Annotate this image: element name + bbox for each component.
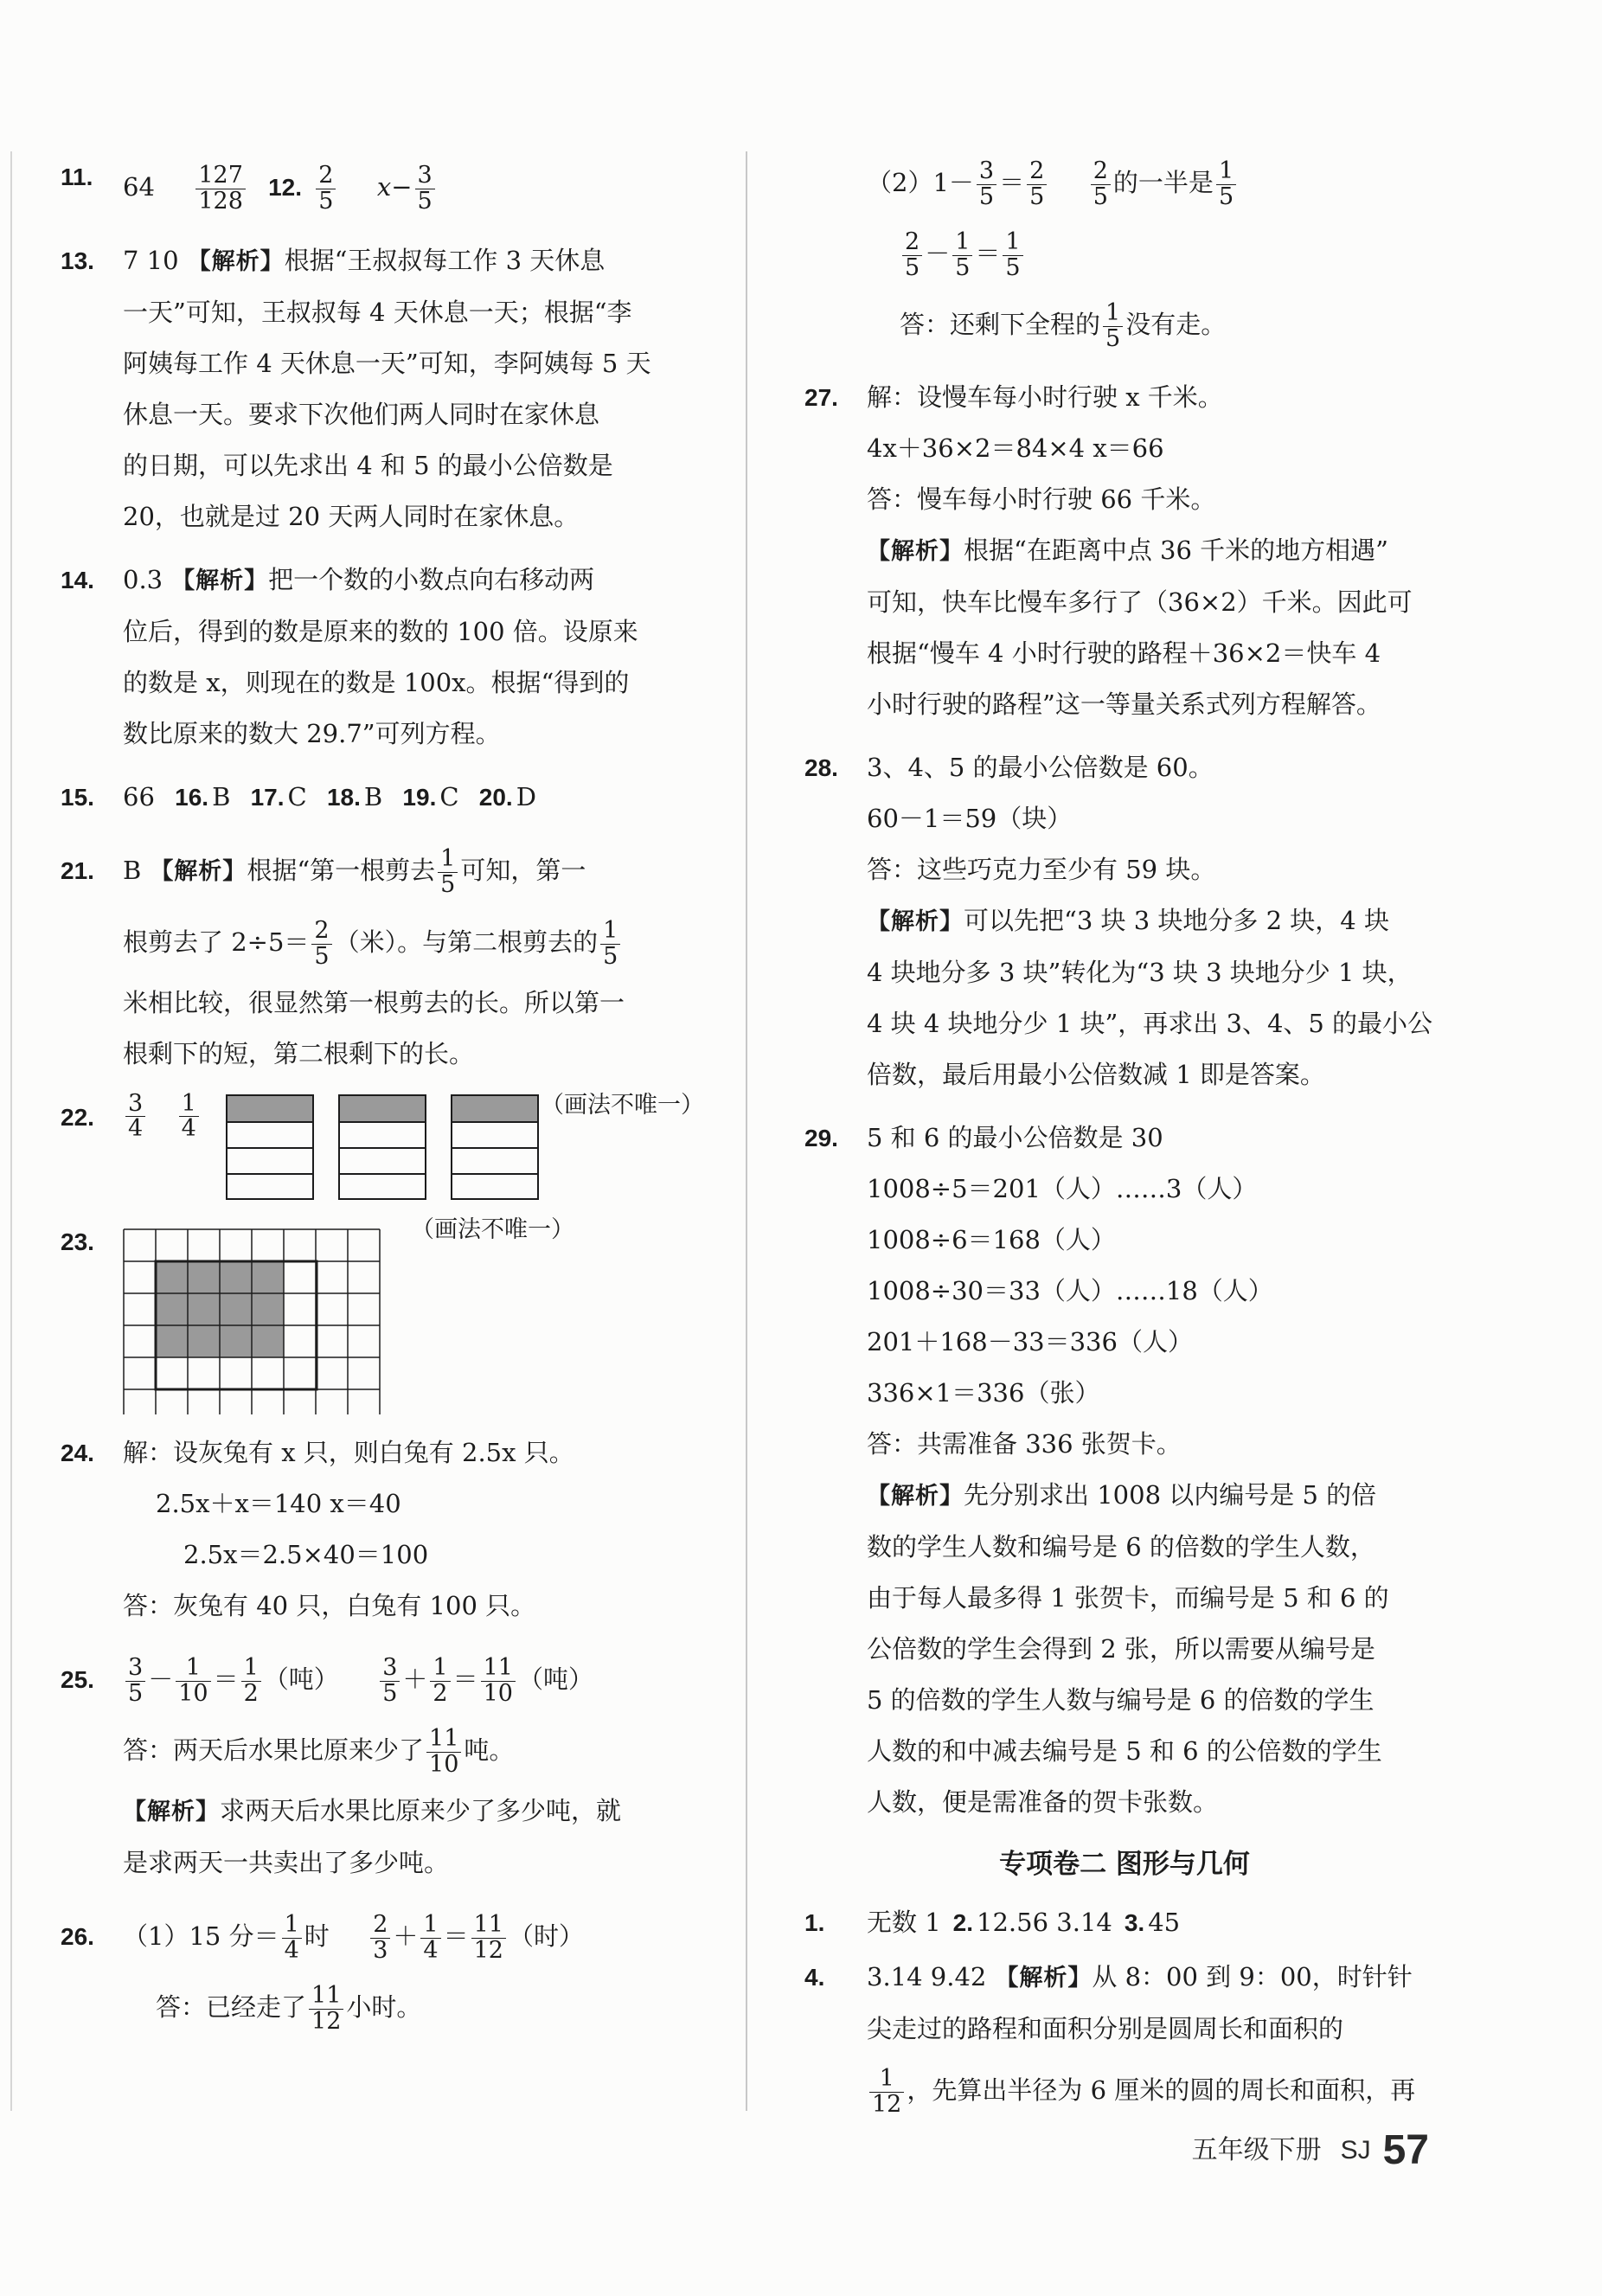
q26-frac-p2a: $\frac{3}{5}$ bbox=[977, 159, 996, 209]
q28-line: 4 块地分多 3 块”转化为“3 块 3 块地分少 1 块， bbox=[867, 958, 1413, 987]
column-divider bbox=[746, 151, 747, 2111]
q13-number: 13. bbox=[61, 247, 94, 274]
question-11-12 bbox=[61, 151, 709, 223]
q25-answer: 答：两天后水果比原来少了 bbox=[123, 1735, 425, 1765]
q25-frac-a1: $\frac{3}{5}$ bbox=[125, 1656, 145, 1706]
q20-answer: D bbox=[516, 782, 536, 811]
q22-rect2-shaded-part bbox=[339, 1095, 426, 1122]
s2-q4-number: 4. bbox=[804, 1964, 825, 1991]
q18-answer: B bbox=[363, 782, 383, 811]
q12-fraction-2: $\frac{3}{5}$ bbox=[415, 164, 435, 214]
q26-frac-p2d: $\frac{1}{5}$ bbox=[1216, 159, 1236, 209]
q21-line: 根据“第一根剪去 bbox=[247, 856, 436, 885]
footer-grade: 五年级下册 bbox=[1191, 2135, 1322, 2165]
q14-line: 的数是 x，则现在的数是 100x。根据“得到的 bbox=[123, 668, 630, 697]
q27-line: 根据“在距离中点 36 千米的地方相遇” bbox=[964, 536, 1388, 565]
question-13 bbox=[61, 235, 709, 542]
q21-fraction-2: $\frac{2}{5}$ bbox=[311, 919, 331, 969]
page-edge-line bbox=[10, 151, 12, 2111]
q29-line: 人数，便是需准备的贺卡张数。 bbox=[867, 1787, 1219, 1817]
q16-answer: B bbox=[212, 782, 231, 811]
q14-line: 数比原来的数大 29.7”可列方程。 bbox=[123, 719, 501, 748]
q29-number: 29. bbox=[804, 1125, 838, 1151]
q21-answer: B bbox=[123, 856, 142, 885]
q20-number: 20. bbox=[478, 784, 513, 811]
q13-line: 阿姨每工作 4 天休息一天”可知，李阿姨每 5 天 bbox=[123, 349, 651, 378]
q22-fraction-1: $\frac{3}{4}$ bbox=[125, 1092, 145, 1142]
section2-questions-1-3 bbox=[804, 1897, 1445, 1948]
page-footer bbox=[1192, 2126, 1429, 2174]
q24-number: 24. bbox=[61, 1440, 94, 1466]
q26-unit: 时 bbox=[304, 1921, 330, 1951]
q25-frac-a3: $\frac{1}{2}$ bbox=[241, 1656, 261, 1706]
q17-number: 17. bbox=[250, 784, 285, 811]
q29-line: 先分别求出 1008 以内编号是 5 的倍 bbox=[964, 1480, 1377, 1510]
q26-frac-p1: $\frac{1}{4}$ bbox=[282, 1913, 302, 1963]
q29-line: 1008÷6＝168（人） bbox=[867, 1225, 1116, 1254]
s2-q2-number: 2. bbox=[952, 1909, 974, 1936]
q26-frac-q3: $\frac{1}{5}$ bbox=[1003, 230, 1022, 280]
question-26-part1: 26. （1）15 分＝ $\frac{1}{4}$ 时 $\frac{2}{3}$ ＋ $\frac{1}{4}$ ＝ $\frac{11}{12}$ （时） 答：已经走了 $\frac{11}{12}$ 小时。 bbox=[61, 1911, 584, 2035]
s2-q4-analysis-tag: 【解析】 bbox=[995, 1965, 1093, 1991]
q16-number: 16. bbox=[175, 784, 209, 811]
q21-line: 根剪去了 2÷5＝ bbox=[123, 927, 310, 957]
q27-line: 解：设慢车每小时行驶 x 千米。 bbox=[867, 382, 1223, 412]
s2-q4-line: 从 8：00 到 9：00，时针针 bbox=[1092, 1962, 1413, 1991]
question-25: 25. $\frac{3}{5}$ － $\frac{1}{10}$ ＝ $\frac{1}{2}$ （吨） $\frac{3}{5}$ ＋ $\frac{1}{2}$ ＝ $\frac{11}{10}$ （吨） 答：两天后水果比原来少了 $\frac{11}{10}$ 吨。 【解析】求两天后水果比原来少了多少吨，就 是求两天一共卖出了多少吨。 bbox=[61, 1644, 709, 1889]
q27-line: 可知，快车比慢车多行了（36×2）千米。因此可 bbox=[867, 587, 1413, 617]
q13-analysis-tag: 【解析】 bbox=[187, 248, 285, 274]
s2-q1-answer: 无数 1 bbox=[867, 1908, 941, 1937]
q26-part1: （1）15 分＝ bbox=[123, 1921, 279, 1951]
q11-answer: 64 bbox=[123, 172, 155, 202]
q29-line: 1008÷5＝201（人）……3（人） bbox=[867, 1174, 1258, 1203]
question-23 bbox=[61, 1216, 709, 1415]
q26-frac-p2c: $\frac{2}{5}$ bbox=[1091, 159, 1111, 209]
q21-line: 可知，第一 bbox=[460, 856, 586, 885]
question-26-part2: （2）1－ $\frac{3}{5}$ ＝ $\frac{2}{5}$ $\frac{2}{5}$ 的一半是 $\frac{1}{5}$ $\frac{2}{5}$ － $\frac{1}{5}$ ＝ $\frac{1}{5}$ 答：还剩下全程的 $\frac{1}{5}$ 没有走。 bbox=[804, 147, 1445, 360]
q28-line: 60－1＝59（块） bbox=[867, 804, 1073, 833]
q28-line: 可以先把“3 块 3 块地分多 2 块，4 块 bbox=[964, 906, 1389, 935]
q29-line: 答：共需准备 336 张贺卡。 bbox=[867, 1429, 1182, 1459]
q21-line: 米相比较，很显然第一根剪去的长。所以第一 bbox=[123, 988, 625, 1017]
q19-answer: C bbox=[439, 782, 459, 811]
q14-line: 位后，得到的数是原来的数的 100 倍。设原来 bbox=[123, 617, 638, 646]
q18-number: 18. bbox=[326, 784, 361, 811]
q27-line: 答：慢车每小时行驶 66 千米。 bbox=[867, 484, 1216, 514]
q29-line: 5 的倍数的学生人数与编号是 6 的倍数的学生 bbox=[867, 1685, 1375, 1715]
q22-rect3-shaded-part bbox=[452, 1095, 538, 1122]
q14-number: 14. bbox=[61, 567, 94, 593]
q25-frac-b1: $\frac{3}{5}$ bbox=[380, 1656, 400, 1706]
q26-number: 26. bbox=[61, 1923, 94, 1950]
q29-line: 公倍数的学生会得到 2 张，所以需要从编号是 bbox=[867, 1634, 1375, 1664]
q11-number: 11. bbox=[61, 164, 93, 190]
question-28 bbox=[804, 742, 1445, 1100]
q15-answer: 66 bbox=[123, 782, 155, 811]
q25-frac-b3: $\frac{11}{10}$ bbox=[481, 1656, 516, 1706]
q25-answer-fraction: $\frac{11}{10}$ bbox=[426, 1727, 461, 1777]
q21-analysis-tag: 【解析】 bbox=[150, 858, 247, 884]
q13-line: 的日期，可以先求出 4 和 5 的最小公倍数是 bbox=[123, 451, 613, 480]
q24-line: 解：设灰兔有 x 只，则白兔有 2.5x 只。 bbox=[123, 1438, 574, 1467]
q21-number: 21. bbox=[61, 857, 94, 884]
q26-frac-q2: $\frac{1}{5}$ bbox=[952, 230, 972, 280]
q13-line: 20，也就是过 20 天两人同时在家休息。 bbox=[123, 502, 580, 531]
q29-line: 5 和 6 的最小公倍数是 30 bbox=[867, 1123, 1163, 1152]
q26-part2: （2）1－ bbox=[867, 168, 974, 197]
q25-line: 是求两天一共卖出了多少吨。 bbox=[123, 1848, 450, 1877]
q25-unit: （吨） bbox=[517, 1664, 593, 1694]
q14-answer: 0.3 bbox=[123, 565, 163, 594]
q28-line: 4 块 4 块地分少 1 块”，再求出 3、4、5 的最小公 bbox=[867, 1009, 1433, 1038]
s2-q1-number: 1. bbox=[804, 1909, 825, 1936]
q15-number: 15. bbox=[61, 784, 94, 811]
q26-frac-s3: $\frac{11}{12}$ bbox=[471, 1913, 506, 1963]
question-21 bbox=[61, 835, 709, 1080]
section-title: 专项卷二 图形与几何 bbox=[999, 1849, 1250, 1880]
q21-fraction: $\frac{1}{5}$ bbox=[438, 847, 458, 897]
q12-number: 12. bbox=[268, 174, 303, 201]
q24-equation-2: 2.5x＝2.5×40＝100 bbox=[183, 1540, 429, 1569]
q22-fraction-2: $\frac{1}{4}$ bbox=[179, 1092, 199, 1142]
questions-15-20 bbox=[61, 772, 709, 823]
s2-q2-answer: 12.56 3.14 bbox=[977, 1908, 1112, 1937]
q27-line: 小时行驶的路程”这一等量关系式列方程解答。 bbox=[867, 689, 1381, 719]
q26-answer-2-fraction: $\frac{1}{5}$ bbox=[1103, 301, 1123, 351]
q26-answer-1: 小时。 bbox=[346, 1992, 422, 2022]
q29-line: 由于每人最多得 1 张贺卡，而编号是 5 和 6 的 bbox=[867, 1583, 1389, 1613]
q25-line: 求两天后水果比原来少了多少吨，就 bbox=[220, 1796, 622, 1825]
q25-frac-a2: $\frac{1}{10}$ bbox=[176, 1656, 210, 1706]
s2-q3-number: 3. bbox=[1124, 1909, 1145, 1936]
q29-line: 人数的和中减去编号是 5 和 6 的公倍数的学生 bbox=[867, 1736, 1382, 1766]
q23-number: 23. bbox=[61, 1228, 94, 1255]
s2-q4-line: ，先算出半径为 6 厘米的圆的周长和面积，再 bbox=[907, 2075, 1416, 2105]
section2-question-4 bbox=[804, 1952, 1445, 2126]
q29-line: 336×1＝336（张） bbox=[867, 1378, 1100, 1408]
q14-analysis-tag: 【解析】 bbox=[171, 568, 269, 593]
q21-line: 根剩下的短，第二根剩下的长。 bbox=[123, 1039, 475, 1068]
q29-line: 1008÷30＝33（人）……18（人） bbox=[867, 1276, 1273, 1305]
right-column bbox=[804, 147, 1445, 2138]
q28-line: 3、4、5 的最小公倍数是 60。 bbox=[867, 753, 1214, 782]
question-22 bbox=[61, 1092, 709, 1204]
q13-line: 一天”可知，王叔叔每 4 天休息一天；根据“李 bbox=[123, 298, 632, 327]
q27-analysis-tag: 【解析】 bbox=[867, 538, 964, 564]
question-27 bbox=[804, 372, 1445, 730]
q26-answer-2: 答：还剩下全程的 bbox=[900, 310, 1101, 339]
q28-analysis-tag: 【解析】 bbox=[867, 908, 964, 934]
q26-frac-s2: $\frac{1}{4}$ bbox=[420, 1913, 440, 1963]
q25-answer: 吨。 bbox=[464, 1735, 515, 1765]
s2-q4-line: 尖走过的路程和面积分别是圆周长和面积的 bbox=[867, 2014, 1344, 2043]
s2-q3-answer: 45 bbox=[1148, 1908, 1181, 1937]
q26-frac-s1: $\frac{2}{3}$ bbox=[370, 1913, 390, 1963]
q22-note: （画法不唯一） bbox=[541, 1092, 704, 1119]
q22-rect1-shaded-part bbox=[227, 1095, 313, 1122]
q26-answer-1-fraction: $\frac{11}{12}$ bbox=[309, 1984, 343, 2034]
q26-frac-q1: $\frac{2}{5}$ bbox=[902, 230, 922, 280]
q25-analysis-tag: 【解析】 bbox=[123, 1799, 220, 1825]
q13-answer: 7 10 bbox=[123, 246, 179, 275]
page-number: 57 bbox=[1382, 2127, 1429, 2173]
q29-analysis-tag: 【解析】 bbox=[867, 1483, 964, 1509]
footer-code: SJ bbox=[1340, 2136, 1371, 2165]
q23-note: （画法不唯一） bbox=[411, 1216, 574, 1243]
q14-line: 把一个数的小数点向右移动两 bbox=[268, 565, 595, 594]
s2-q4-answer: 3.14 9.42 bbox=[867, 1962, 987, 1991]
q26-frac-p2b: $\frac{2}{5}$ bbox=[1027, 159, 1047, 209]
q22-number: 22. bbox=[61, 1104, 94, 1131]
question-29 bbox=[804, 1113, 1445, 1828]
q26-half-text: 的一半是 bbox=[1112, 168, 1214, 197]
q21-fraction-3: $\frac{1}{5}$ bbox=[600, 919, 620, 969]
q27-number: 27. bbox=[804, 384, 838, 411]
q27-line: 4x＋36×2＝84×4 x＝66 bbox=[867, 433, 1164, 463]
q12-expression: x− bbox=[376, 172, 413, 202]
q21-line: （米）。与第二根剪去的 bbox=[334, 927, 599, 957]
question-24 bbox=[61, 1427, 709, 1632]
q11-fraction: $\frac{127}{128}$ bbox=[195, 164, 246, 214]
q23-grid-figure bbox=[123, 1228, 382, 1414]
q26-unit: （时） bbox=[508, 1921, 584, 1951]
q25-frac-b2: $\frac{1}{2}$ bbox=[430, 1656, 450, 1706]
left-column bbox=[61, 151, 709, 2055]
q28-line: 答：这些巧克力至少有 59 块。 bbox=[867, 855, 1216, 884]
q29-line: 201＋168－33＝336（人） bbox=[867, 1327, 1193, 1356]
q13-line: 根据“王叔叔每工作 3 天休息 bbox=[284, 246, 606, 275]
q13-line: 休息一天。要求下次他们两人同时在家休息 bbox=[123, 400, 600, 429]
q12-fraction-1: $\frac{2}{5}$ bbox=[316, 164, 336, 214]
q29-line: 数的学生人数和编号是 6 的倍数的学生人数， bbox=[867, 1532, 1375, 1562]
s2-q4-fraction: $\frac{1}{12}$ bbox=[869, 2067, 904, 2117]
q28-number: 28. bbox=[804, 754, 838, 781]
q26-answer-1: 答：已经走了 bbox=[156, 1992, 307, 2022]
q27-line: 根据“慢车 4 小时行驶的路程＋36×2＝快车 4 bbox=[867, 638, 1381, 668]
q26-answer-2: 没有走。 bbox=[1125, 310, 1227, 339]
q25-unit: （吨） bbox=[263, 1664, 339, 1694]
q19-number: 19. bbox=[402, 784, 437, 811]
q17-answer: C bbox=[287, 782, 307, 811]
q25-number: 25. bbox=[61, 1666, 94, 1693]
question-14 bbox=[61, 555, 709, 760]
q24-answer: 答：灰兔有 40 只，白兔有 100 只。 bbox=[123, 1591, 536, 1620]
q24-equation-1: 2.5x＋x＝140 x＝40 bbox=[156, 1489, 401, 1518]
q28-line: 倍数，最后用最小公倍数减 1 即是答案。 bbox=[867, 1060, 1325, 1089]
